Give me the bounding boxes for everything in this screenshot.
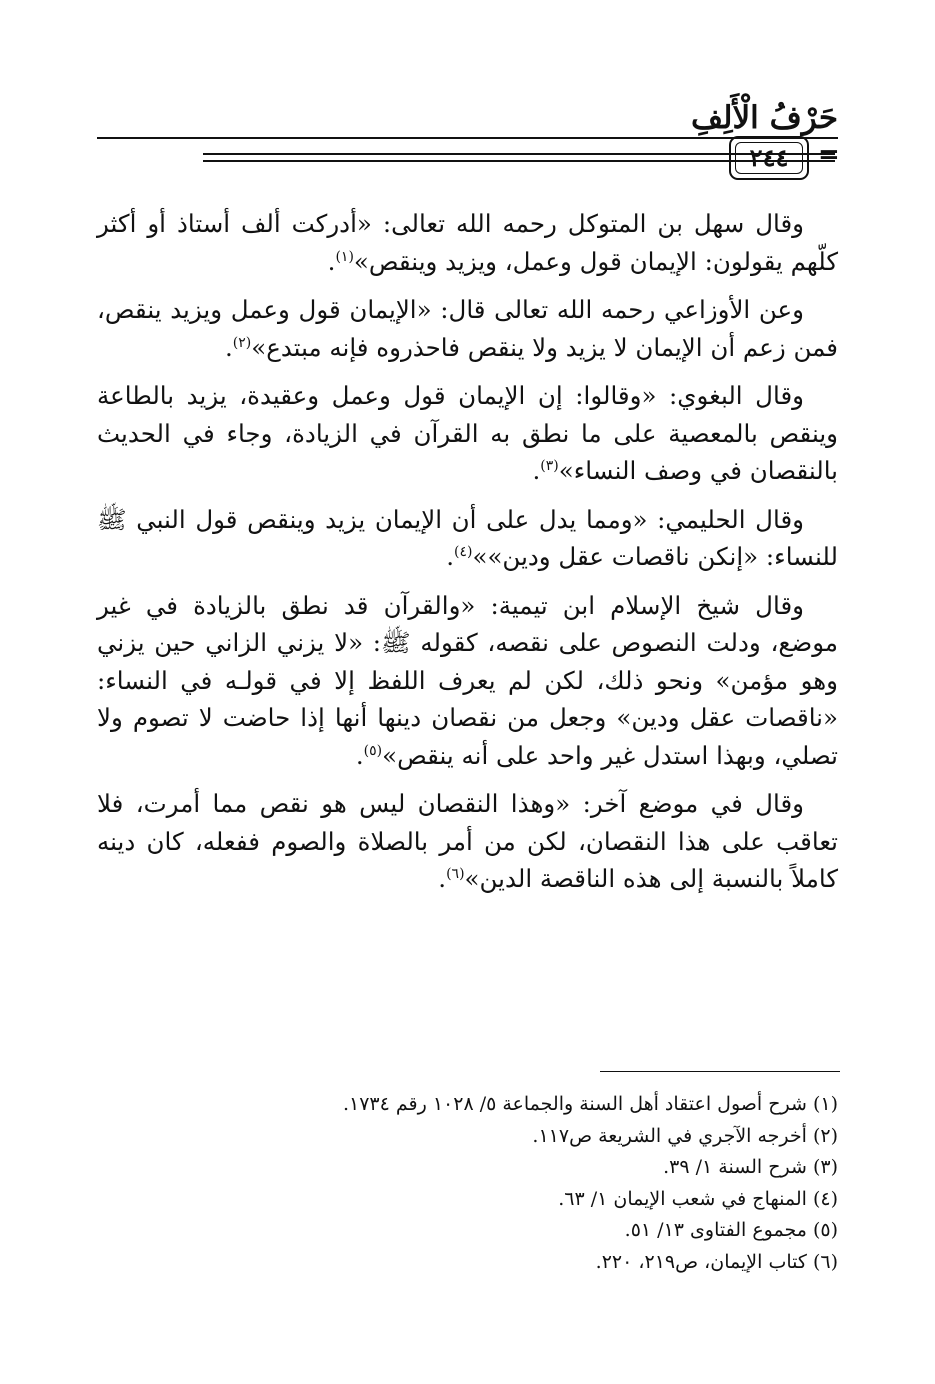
paragraph xyxy=(97,501,838,576)
paragraph xyxy=(97,785,838,898)
footnote-ref: (٣) xyxy=(540,457,559,474)
paragraph-text: وقال سهل بن المتوكل رحمه الله تعالى: «أدركت ألف أستاذ أو أكثر كلّهم يقولون: الإيمان قول وعمل، ويزيد وينقص» xyxy=(97,209,838,276)
paragraph-end: . xyxy=(327,246,336,276)
paragraph-text: وقال الحليمي: «ومما يدل على أن الإيمان يزيد وينقص قول النبي ﷺ للنساء: «إنكن ناقصات عقل ودين»» xyxy=(97,504,838,571)
paragraph xyxy=(97,205,838,280)
page-number: ٢٤٤ xyxy=(735,142,803,174)
footnote-separator xyxy=(600,1071,840,1072)
paragraph xyxy=(97,587,838,775)
footnote-ref: (٤) xyxy=(453,543,473,560)
header-rule xyxy=(97,137,838,139)
continuation-mark: = xyxy=(818,140,840,170)
footnote-item: (٢) أخرجه الآجري في الشريعة ص١١٧. xyxy=(532,1124,838,1147)
main-text xyxy=(97,205,838,909)
footnote-item: (٦) كتاب الإيمان، ص٢١٩، ٢٢٠. xyxy=(595,1250,838,1273)
paragraph-text: وقال البغوي: «وقالوا: إن الإيمان قول وعمل وعقيدة، يزيد بالطاعة وينقص بالمعصية على ما نطق به القرآن في الزيادة، وجاء في الحديث بالنقصان في وصف النساء» xyxy=(97,381,838,485)
footnotes xyxy=(97,1089,838,1278)
footnote-item: (٤) المنهاج في شعب الإيمان ١/ ٦٣. xyxy=(558,1187,838,1210)
paragraph-end: . xyxy=(446,542,454,571)
paragraph xyxy=(97,377,838,490)
paragraph-text: وعن الأوزاعي رحمه الله تعالى قال: «الإيمان قول وعمل ويزيد ينقص، فمن زعم أن الإيمان لا يزيد ولا ينقص فاحذروه فإنه مبتدع» xyxy=(97,295,838,362)
chapter-title: حَرْفُ الْأَلِفِ xyxy=(690,100,838,136)
footnote-item: (٥) مجموع الفتاوى ١٣/ ٥١. xyxy=(624,1219,838,1241)
paragraph-end: . xyxy=(532,456,541,485)
paragraph-end: . xyxy=(438,864,447,893)
paragraph-end: . xyxy=(224,332,233,362)
footnote-item: (١) شرح أصول اعتقاد أهل السنة والجماعة ٥/ ١٠٢٨ رقم ١٧٣٤. xyxy=(342,1093,838,1115)
footnote-ref: (١) xyxy=(335,248,354,265)
paragraph-text: وقال في موضع آخر: «وهذا النقصان ليس هو نقص مما أمرت، فلا تعاقب على هذا النقصان، لكن من أمر بالصلاة والصوم ففعله، كان دينه كاملاً بالنسبة إلى هذه الناقصة الدين» xyxy=(97,789,838,893)
paragraph-end: . xyxy=(355,740,364,770)
paragraph-text: وقال شيخ الإسلام ابن تيمية: «والقرآن قد نطق بالزيادة في غير موضع، ودلت النصوص على نقصه، كقوله ﷺ: «لا يزني الزاني حين يزني وهو مؤمن» ونحو ذلك، لكن لم يعرف اللفظ إلا في قولـه في النساء: «ناقصات عقل ودين» وجعل من نقصان دينها أنها إذا حاضت لا تصوم ولا تصلي، وبهذا استدل غير واحد على أنه ينقص» xyxy=(97,590,838,770)
footnote-ref: (٥) xyxy=(363,742,383,759)
paragraph xyxy=(97,291,838,366)
footnote-item: (٣) شرح السنة ١/ ٣٩. xyxy=(663,1156,838,1178)
page-number-frame xyxy=(729,136,809,180)
footnote-ref: (٦) xyxy=(446,865,465,882)
footnote-ref: (٢) xyxy=(232,334,252,351)
